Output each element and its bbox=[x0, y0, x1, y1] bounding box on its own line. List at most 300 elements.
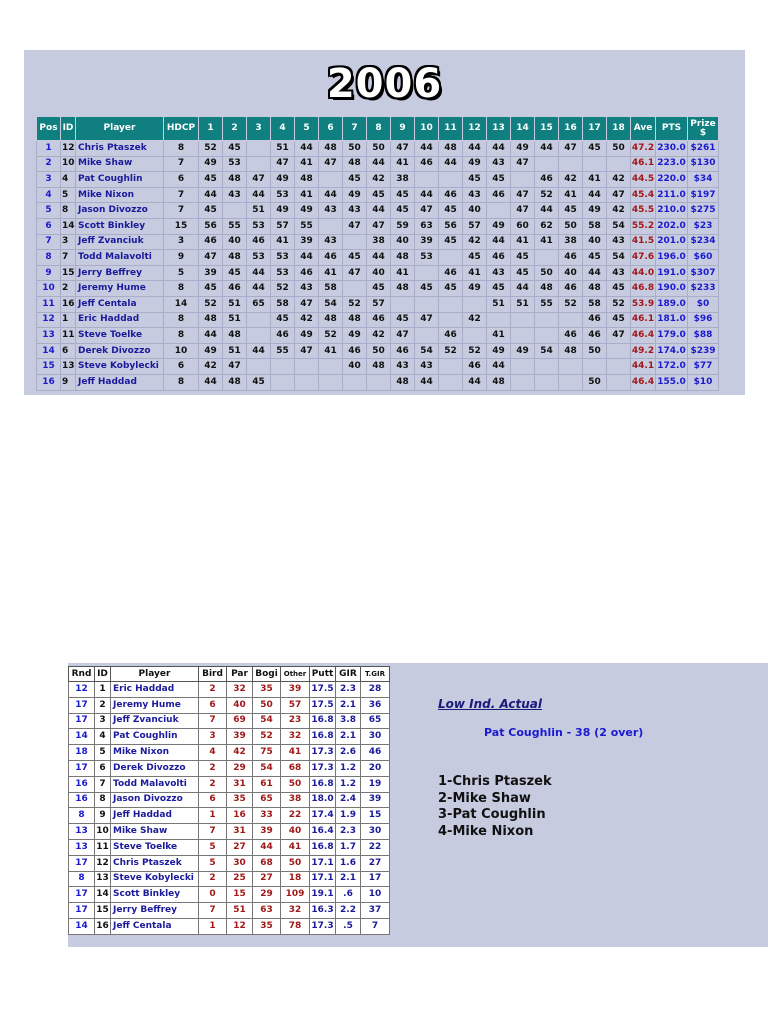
standings-cell: 41 bbox=[511, 234, 535, 250]
round-stats-cell: 1.2 bbox=[336, 776, 361, 792]
standings-cell: 46.4 bbox=[631, 328, 656, 344]
standings-cell bbox=[511, 374, 535, 390]
standings-cell: 47 bbox=[391, 328, 415, 344]
standings-cell: 40 bbox=[343, 359, 367, 375]
standings-cell: 49 bbox=[487, 218, 511, 234]
standings-cell: 49 bbox=[295, 203, 319, 219]
round-stats-cell: 19 bbox=[361, 776, 390, 792]
standings-cell: 44 bbox=[439, 156, 463, 172]
standings-cell: 47 bbox=[511, 156, 535, 172]
standings-row bbox=[37, 281, 719, 297]
round-stats-cell: 32 bbox=[227, 682, 253, 698]
standings-cell: 47 bbox=[559, 141, 583, 157]
standings-cell: 9 bbox=[61, 374, 76, 390]
standings-cell: 49 bbox=[199, 343, 223, 359]
standings-row bbox=[37, 187, 719, 203]
standings-cell: 38 bbox=[391, 172, 415, 188]
standings-cell: 44 bbox=[463, 141, 487, 157]
round-stats-cell: 16 bbox=[69, 792, 95, 808]
standings-cell: 16 bbox=[37, 374, 61, 390]
standings-cell: 13 bbox=[37, 328, 61, 344]
round-stats-cell: 0 bbox=[199, 887, 227, 903]
round-stats-cell: 2.4 bbox=[336, 792, 361, 808]
round-stats-cell: 8 bbox=[69, 871, 95, 887]
standings-cell: 48 bbox=[439, 141, 463, 157]
standings-cell: 51 bbox=[511, 296, 535, 312]
standings-cell: 53 bbox=[415, 250, 439, 266]
round-stats-header-row bbox=[69, 667, 390, 682]
standings-cell: $88 bbox=[688, 328, 719, 344]
standings-cell bbox=[415, 296, 439, 312]
round-stats-cell: 13 bbox=[69, 824, 95, 840]
round-stats-cell: 4 bbox=[95, 729, 111, 745]
standings-cell: 7 bbox=[164, 187, 199, 203]
standings-header-row bbox=[37, 117, 719, 141]
round-stats-cell: 41 bbox=[281, 745, 310, 761]
round-stats-cell: 17.5 bbox=[310, 697, 336, 713]
standings-cell: Jason Divozzo bbox=[76, 203, 164, 219]
round-stats-cell: 6 bbox=[199, 697, 227, 713]
standings-cell: 16 bbox=[61, 296, 76, 312]
standings-cell: 50 bbox=[343, 141, 367, 157]
standings-cell: Jeff Centala bbox=[76, 296, 164, 312]
standings-cell: 2 bbox=[37, 156, 61, 172]
standings-cell: 41 bbox=[391, 265, 415, 281]
standings-cell: 39 bbox=[295, 234, 319, 250]
round-stats-cell: 2.6 bbox=[336, 745, 361, 761]
standings-cell bbox=[247, 328, 271, 344]
round-stats-cell: 2.1 bbox=[336, 871, 361, 887]
standings-cell bbox=[271, 374, 295, 390]
standings-cell: 48 bbox=[223, 374, 247, 390]
round-stats-cell: 36 bbox=[361, 697, 390, 713]
round-stats-cell: 2 bbox=[95, 697, 111, 713]
round-stats-cell: 42 bbox=[227, 745, 253, 761]
round-stats-cell: 54 bbox=[253, 760, 281, 776]
round-stats-cell: Jason Divozzo bbox=[111, 792, 199, 808]
low-individual-winner: Pat Coughlin - 38 (2 over) bbox=[484, 726, 644, 739]
standings-cell: 5 bbox=[61, 187, 76, 203]
standings-cell: 45 bbox=[487, 172, 511, 188]
standings-cell bbox=[559, 156, 583, 172]
standings-cell: 47.2 bbox=[631, 141, 656, 157]
round-stats-cell: 4 bbox=[199, 745, 227, 761]
standings-cell: 65 bbox=[247, 296, 271, 312]
round-stats-col-header: Par bbox=[227, 667, 253, 682]
standings-cell: 42 bbox=[295, 312, 319, 328]
standings-row bbox=[37, 234, 719, 250]
round-stats-cell: 19.1 bbox=[310, 887, 336, 903]
standings-cell: 45 bbox=[439, 234, 463, 250]
standings-cell: 12 bbox=[37, 312, 61, 328]
top-finisher-1: 1-Chris Ptaszek bbox=[438, 774, 552, 789]
standings-cell: 47 bbox=[607, 187, 631, 203]
standings-cell: 46 bbox=[583, 328, 607, 344]
standings-row bbox=[37, 203, 719, 219]
standings-cell: 8 bbox=[164, 312, 199, 328]
standings-cell: 58 bbox=[583, 218, 607, 234]
standings-cell: 44 bbox=[487, 234, 511, 250]
standings-cell bbox=[439, 359, 463, 375]
standings-cell: 63 bbox=[415, 218, 439, 234]
standings-panel bbox=[24, 50, 745, 395]
standings-cell: 44 bbox=[535, 141, 559, 157]
round-stats-cell: 65 bbox=[361, 713, 390, 729]
standings-row bbox=[37, 328, 719, 344]
round-stats-cell: 27 bbox=[253, 871, 281, 887]
standings-cell: 42 bbox=[367, 328, 391, 344]
standings-cell: 40 bbox=[223, 234, 247, 250]
standings-cell bbox=[391, 296, 415, 312]
standings-cell: 46 bbox=[271, 328, 295, 344]
standings-cell: 45 bbox=[463, 172, 487, 188]
standings-cell: 60 bbox=[511, 218, 535, 234]
round-stats-cell: 17 bbox=[69, 697, 95, 713]
standings-cell: 41 bbox=[319, 343, 343, 359]
standings-cell: 50 bbox=[583, 343, 607, 359]
standings-cell: 50 bbox=[535, 265, 559, 281]
round-stats-cell: 35 bbox=[227, 792, 253, 808]
standings-cell: 43 bbox=[487, 156, 511, 172]
round-stats-row bbox=[69, 792, 390, 808]
round-stats-cell: 31 bbox=[227, 824, 253, 840]
round-stats-row bbox=[69, 871, 390, 887]
standings-cell: 48 bbox=[223, 250, 247, 266]
round-stats-cell: 15 bbox=[227, 887, 253, 903]
standings-row bbox=[37, 312, 719, 328]
standings-cell: 44 bbox=[319, 187, 343, 203]
round-stats-cell: 7 bbox=[199, 903, 227, 919]
standings-cell bbox=[583, 359, 607, 375]
standings-cell: 62 bbox=[535, 218, 559, 234]
standings-cell: 43 bbox=[295, 281, 319, 297]
round-stats-row bbox=[69, 918, 390, 934]
round-stats-cell: 57 bbox=[281, 697, 310, 713]
standings-cell: 54 bbox=[535, 343, 559, 359]
standings-cell bbox=[535, 374, 559, 390]
standings-col-header: 5 bbox=[295, 117, 319, 141]
standings-col-header: Ave bbox=[631, 117, 656, 141]
standings-cell: $10 bbox=[688, 374, 719, 390]
round-stats-cell: 16 bbox=[95, 918, 111, 934]
standings-cell: Steve Kobylecki bbox=[76, 359, 164, 375]
standings-cell: 40 bbox=[583, 234, 607, 250]
standings-cell: 155.0 bbox=[656, 374, 688, 390]
standings-cell: 201.0 bbox=[656, 234, 688, 250]
round-stats-cell: 17 bbox=[361, 871, 390, 887]
standings-cell: 45 bbox=[583, 250, 607, 266]
standings-cell: 49 bbox=[295, 328, 319, 344]
round-stats-cell: 17.1 bbox=[310, 871, 336, 887]
standings-col-header: 6 bbox=[319, 117, 343, 141]
standings-cell: 48 bbox=[367, 359, 391, 375]
standings-cell: 44 bbox=[367, 203, 391, 219]
standings-cell: 44.1 bbox=[631, 359, 656, 375]
standings-cell: 44 bbox=[367, 156, 391, 172]
standings-cell: 51 bbox=[247, 203, 271, 219]
standings-cell: 58 bbox=[319, 281, 343, 297]
standings-cell bbox=[271, 359, 295, 375]
standings-row bbox=[37, 156, 719, 172]
standings-row bbox=[37, 141, 719, 157]
standings-cell: 8 bbox=[37, 250, 61, 266]
round-stats-cell: Mike Shaw bbox=[111, 824, 199, 840]
standings-cell: Todd Malavolti bbox=[76, 250, 164, 266]
round-stats-cell: 20 bbox=[361, 760, 390, 776]
standings-cell: 45 bbox=[199, 281, 223, 297]
standings-cell: $77 bbox=[688, 359, 719, 375]
standings-cell: 55 bbox=[223, 218, 247, 234]
standings-cell bbox=[367, 374, 391, 390]
round-stats-cell: Steve Toelke bbox=[111, 839, 199, 855]
standings-cell: 48 bbox=[583, 281, 607, 297]
round-stats-cell: 17 bbox=[69, 713, 95, 729]
standings-cell: 47 bbox=[511, 187, 535, 203]
standings-cell: 43 bbox=[487, 265, 511, 281]
round-stats-cell: 22 bbox=[281, 808, 310, 824]
standings-cell: 44 bbox=[199, 187, 223, 203]
round-stats-col-header: Other bbox=[281, 667, 310, 682]
standings-cell bbox=[487, 312, 511, 328]
standings-cell: 45 bbox=[391, 312, 415, 328]
round-stats-cell: 28 bbox=[361, 682, 390, 698]
standings-cell: 1 bbox=[37, 141, 61, 157]
standings-cell: 48 bbox=[391, 374, 415, 390]
standings-cell: 6 bbox=[37, 218, 61, 234]
standings-cell: 38 bbox=[367, 234, 391, 250]
standings-cell bbox=[439, 172, 463, 188]
standings-cell bbox=[439, 374, 463, 390]
standings-row bbox=[37, 250, 719, 266]
standings-col-header: HDCP bbox=[164, 117, 199, 141]
standings-cell: 44 bbox=[487, 359, 511, 375]
standings-cell: 41 bbox=[487, 328, 511, 344]
round-stats-cell: 75 bbox=[253, 745, 281, 761]
standings-row bbox=[37, 374, 719, 390]
round-stats-col-header: Rnd bbox=[69, 667, 95, 682]
standings-cell: 54 bbox=[415, 343, 439, 359]
standings-cell: 44 bbox=[247, 187, 271, 203]
standings-cell: 53 bbox=[223, 156, 247, 172]
round-stats-cell: Derek Divozzo bbox=[111, 760, 199, 776]
standings-cell bbox=[607, 374, 631, 390]
standings-cell: Derek Divozzo bbox=[76, 343, 164, 359]
standings-cell: Jeff Zvanciuk bbox=[76, 234, 164, 250]
round-stats-row bbox=[69, 697, 390, 713]
standings-table bbox=[36, 116, 719, 391]
standings-col-header: 10 bbox=[415, 117, 439, 141]
standings-cell: 46 bbox=[559, 250, 583, 266]
standings-cell: 41 bbox=[391, 156, 415, 172]
round-stats-cell: 16 bbox=[227, 808, 253, 824]
standings-cell: 47 bbox=[415, 312, 439, 328]
standings-cell: 6 bbox=[164, 172, 199, 188]
standings-cell: 59 bbox=[391, 218, 415, 234]
standings-cell: 47 bbox=[223, 359, 247, 375]
standings-cell: 49 bbox=[511, 141, 535, 157]
round-stats-cell: 14 bbox=[95, 887, 111, 903]
standings-cell: 46 bbox=[415, 156, 439, 172]
standings-cell: 8 bbox=[61, 203, 76, 219]
round-stats-cell: 16.8 bbox=[310, 713, 336, 729]
standings-cell: 50 bbox=[559, 218, 583, 234]
standings-cell bbox=[247, 359, 271, 375]
standings-cell: 40 bbox=[391, 234, 415, 250]
standings-cell: 41 bbox=[295, 187, 319, 203]
round-stats-cell: 30 bbox=[361, 729, 390, 745]
round-stats-cell: 1.7 bbox=[336, 839, 361, 855]
round-stats-cell: 17 bbox=[69, 760, 95, 776]
standings-cell: 44 bbox=[511, 281, 535, 297]
round-stats-cell: 15 bbox=[95, 903, 111, 919]
standings-cell: 3 bbox=[37, 172, 61, 188]
standings-cell: 45 bbox=[607, 281, 631, 297]
standings-cell: 44 bbox=[415, 141, 439, 157]
round-stats-row bbox=[69, 903, 390, 919]
standings-row bbox=[37, 343, 719, 359]
round-stats-cell: 39 bbox=[361, 792, 390, 808]
standings-cell bbox=[247, 312, 271, 328]
standings-row bbox=[37, 172, 719, 188]
round-stats-cell: 3.8 bbox=[336, 713, 361, 729]
top-finishers-list bbox=[438, 774, 552, 840]
standings-cell: 46 bbox=[535, 172, 559, 188]
standings-cell bbox=[343, 374, 367, 390]
standings-cell: 47 bbox=[415, 203, 439, 219]
standings-col-header: 18 bbox=[607, 117, 631, 141]
round-stats-cell: Mike Nixon bbox=[111, 745, 199, 761]
standings-cell: 52 bbox=[463, 343, 487, 359]
standings-cell: 196.0 bbox=[656, 250, 688, 266]
standings-cell: 45 bbox=[199, 203, 223, 219]
standings-cell: 44 bbox=[535, 203, 559, 219]
round-stats-row bbox=[69, 713, 390, 729]
standings-cell: $23 bbox=[688, 218, 719, 234]
standings-cell: 49 bbox=[343, 328, 367, 344]
standings-cell: 47 bbox=[391, 141, 415, 157]
standings-cell: 48 bbox=[319, 312, 343, 328]
standings-cell: 44 bbox=[295, 141, 319, 157]
round-stats-cell: 5 bbox=[199, 855, 227, 871]
standings-cell: 45 bbox=[439, 281, 463, 297]
standings-cell: 47 bbox=[367, 218, 391, 234]
standings-cell: 45 bbox=[391, 203, 415, 219]
standings-cell: 45 bbox=[367, 187, 391, 203]
round-stats-cell: 2.2 bbox=[336, 903, 361, 919]
round-stats-cell: 14 bbox=[69, 729, 95, 745]
standings-cell: 45 bbox=[439, 203, 463, 219]
standings-row bbox=[37, 218, 719, 234]
standings-cell: 5 bbox=[37, 203, 61, 219]
standings-cell bbox=[535, 312, 559, 328]
standings-cell: 46 bbox=[319, 250, 343, 266]
standings-cell: $34 bbox=[688, 172, 719, 188]
round-stats-cell: 17.3 bbox=[310, 760, 336, 776]
standings-cell: 40 bbox=[367, 265, 391, 281]
standings-cell: 45 bbox=[511, 250, 535, 266]
standings-cell: 51 bbox=[487, 296, 511, 312]
round-stats-cell: 17.3 bbox=[310, 918, 336, 934]
standings-cell: 44 bbox=[247, 343, 271, 359]
round-stats-cell: 17.5 bbox=[310, 682, 336, 698]
round-stats-cell: 39 bbox=[227, 729, 253, 745]
round-stats-row bbox=[69, 887, 390, 903]
round-stats-cell: 17.1 bbox=[310, 855, 336, 871]
standings-cell: 47 bbox=[199, 250, 223, 266]
standings-cell: 40 bbox=[463, 203, 487, 219]
standings-cell: $275 bbox=[688, 203, 719, 219]
standings-cell: 47.6 bbox=[631, 250, 656, 266]
standings-cell: 41 bbox=[559, 187, 583, 203]
standings-cell: 47 bbox=[295, 296, 319, 312]
round-stats-cell: 27 bbox=[361, 855, 390, 871]
round-stats-cell: 29 bbox=[253, 887, 281, 903]
standings-cell: 44.0 bbox=[631, 265, 656, 281]
standings-cell: 8 bbox=[164, 281, 199, 297]
standings-cell: 47 bbox=[343, 265, 367, 281]
standings-cell: 15 bbox=[37, 359, 61, 375]
round-stats-row bbox=[69, 760, 390, 776]
round-stats-cell: 51 bbox=[227, 903, 253, 919]
standings-cell: 45 bbox=[559, 203, 583, 219]
round-stats-cell: Jeff Haddad bbox=[111, 808, 199, 824]
round-stats-cell: 17.4 bbox=[310, 808, 336, 824]
standings-cell: 39 bbox=[199, 265, 223, 281]
standings-cell: 8 bbox=[164, 141, 199, 157]
standings-cell: 48 bbox=[295, 172, 319, 188]
standings-cell bbox=[607, 359, 631, 375]
round-stats-cell: Eric Haddad bbox=[111, 682, 199, 698]
round-stats-cell: 2.3 bbox=[336, 824, 361, 840]
standings-col-header: 4 bbox=[271, 117, 295, 141]
round-stats-cell: 50 bbox=[253, 697, 281, 713]
standings-cell: 202.0 bbox=[656, 218, 688, 234]
standings-cell: 51 bbox=[223, 296, 247, 312]
round-stats-cell: 2.1 bbox=[336, 729, 361, 745]
standings-cell: 53 bbox=[271, 265, 295, 281]
round-stats-cell: Steve Kobylecki bbox=[111, 871, 199, 887]
standings-col-header: Prize $ bbox=[688, 117, 719, 141]
round-stats-cell: 17 bbox=[69, 903, 95, 919]
standings-cell: 45 bbox=[463, 250, 487, 266]
standings-cell: 41 bbox=[271, 234, 295, 250]
standings-cell: 44 bbox=[247, 265, 271, 281]
round-stats-cell: 16.8 bbox=[310, 729, 336, 745]
standings-cell: 42 bbox=[463, 234, 487, 250]
standings-cell: 46 bbox=[463, 359, 487, 375]
standings-cell: $0 bbox=[688, 296, 719, 312]
standings-cell: 2 bbox=[61, 281, 76, 297]
round-stats-cell: 1 bbox=[199, 808, 227, 824]
standings-cell: 57 bbox=[463, 218, 487, 234]
standings-cell: 44 bbox=[487, 141, 511, 157]
round-stats-cell: 7 bbox=[199, 824, 227, 840]
round-stats-cell: 46 bbox=[361, 745, 390, 761]
standings-cell: 58 bbox=[271, 296, 295, 312]
standings-cell: 220.0 bbox=[656, 172, 688, 188]
standings-cell: 53.9 bbox=[631, 296, 656, 312]
round-stats-cell: 50 bbox=[281, 855, 310, 871]
standings-cell: 50 bbox=[583, 374, 607, 390]
standings-cell: 45 bbox=[343, 172, 367, 188]
standings-cell: 48 bbox=[223, 328, 247, 344]
standings-cell bbox=[607, 343, 631, 359]
round-stats-cell: 12 bbox=[227, 918, 253, 934]
standings-cell: 43 bbox=[319, 203, 343, 219]
standings-row bbox=[37, 296, 719, 312]
standings-cell: 46 bbox=[559, 328, 583, 344]
round-stats-cell: 109 bbox=[281, 887, 310, 903]
